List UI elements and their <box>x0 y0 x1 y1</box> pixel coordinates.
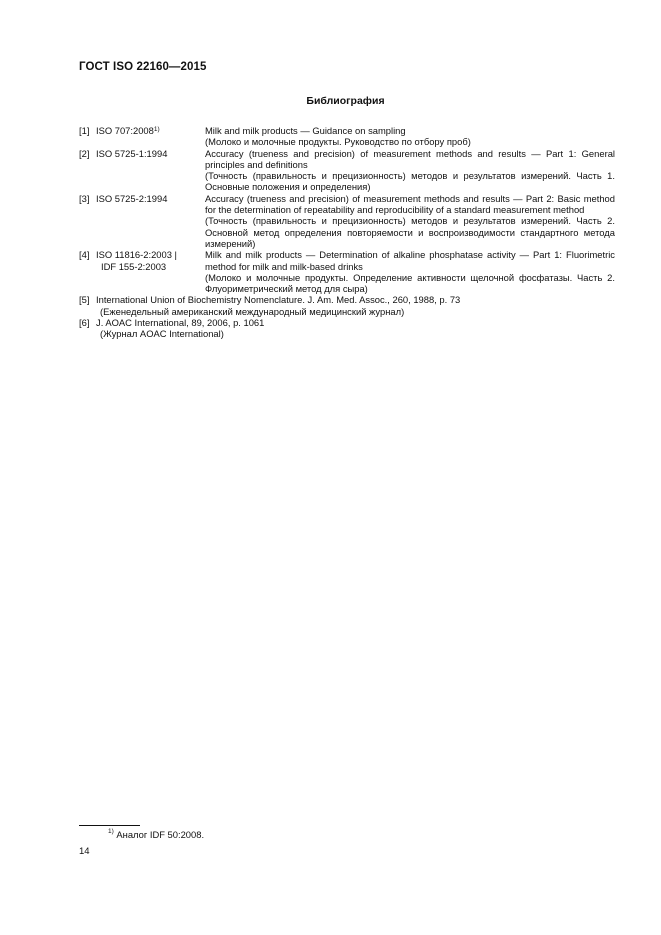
entry-description <box>205 125 615 148</box>
bibliography-entry <box>79 125 615 148</box>
entry-translation: (Точность (правильность и прецизионность) методов и результатов измерений. Часть 2. Основной метод определения повторяемости и воспроизводимости стандартного метода измерений) <box>205 215 615 249</box>
standard-code: ISO 11816-2:2003 | <box>96 249 177 261</box>
entry-title: Milk and milk products — Guidance on sampling <box>205 125 406 136</box>
entry-title: Milk and milk products — Determination of alkaline phosphatase activity — Part 1: Fluorimetric method for milk and milk-based drinks <box>205 249 615 272</box>
standard-code: ISO 707:2008 <box>96 125 154 136</box>
standard-code-secondary: IDF 155-2:2003 <box>101 260 167 272</box>
bibliography-entry <box>79 193 615 249</box>
footnote-reference: 1) <box>153 126 160 133</box>
entry-number: [5] <box>79 294 90 306</box>
bibliography-title: Библиография <box>306 95 385 107</box>
entry-number: [2] <box>79 147 90 159</box>
standard-code: ISO 5725-1:1994 <box>96 147 168 159</box>
entry-translation: (Молоко и молочные продукты. Руководство по отбору проб) <box>205 136 471 148</box>
footnote-text: Аналог IDF 50:2008. <box>116 829 205 840</box>
entry-citation <box>96 317 615 340</box>
footnote-marker: 1) <box>108 828 114 835</box>
citation-text: J. AOAC International, 89, 2006, p. 1061 <box>96 317 265 329</box>
entry-translation: (Точность (правильность и прецизионность) методов и результатов измерений. Часть 1. Основные положения и определения) <box>205 170 615 193</box>
document-code: ГОСТ ISO 22160—2015 <box>79 61 207 73</box>
bibliography-entry <box>79 317 615 340</box>
entry-title: Accuracy (trueness and precision) of measurement methods and results — Part 2: Basic method for the determination of repeatability and reproducibility of a standard measurement method <box>205 192 615 216</box>
entry-description <box>205 148 615 193</box>
bibliography-list <box>79 125 615 340</box>
bibliography-entry <box>79 294 615 317</box>
page-number: 14 <box>79 846 90 857</box>
entry-standard <box>96 148 201 159</box>
citation-translation: (Еженедельный американский международный медицинский журнал) <box>100 305 405 317</box>
entry-standard <box>96 249 201 272</box>
entry-description <box>205 249 615 294</box>
entry-description <box>205 193 615 249</box>
entry-standard <box>96 193 201 204</box>
footnote-divider <box>79 825 140 826</box>
standard-code: ISO 5725-2:1994 <box>96 192 168 204</box>
entry-citation <box>96 294 615 317</box>
citation-text: International Union of Biochemistry Nomenclature. J. Am. Med. Assoc., 260, 1988, p. 73 <box>96 294 461 306</box>
entry-number: [6] <box>79 317 90 329</box>
bibliography-entry <box>79 148 615 193</box>
entry-number: [1] <box>79 125 90 136</box>
entry-translation: (Молоко и молочные продукты. Определение активности щелочной фосфатазы. Часть 2. Флуориметрический метод для сыра) <box>205 271 615 295</box>
entry-number: [3] <box>79 192 90 204</box>
bibliography-entry <box>79 249 615 294</box>
entry-standard <box>96 125 201 136</box>
footnote <box>108 829 204 840</box>
entry-title: Accuracy (trueness and precision) of measurement methods and results — Part 1: General principles and definitions <box>205 147 615 170</box>
citation-translation: (Журнал AOAC International) <box>100 328 224 340</box>
entry-number: [4] <box>79 249 90 261</box>
